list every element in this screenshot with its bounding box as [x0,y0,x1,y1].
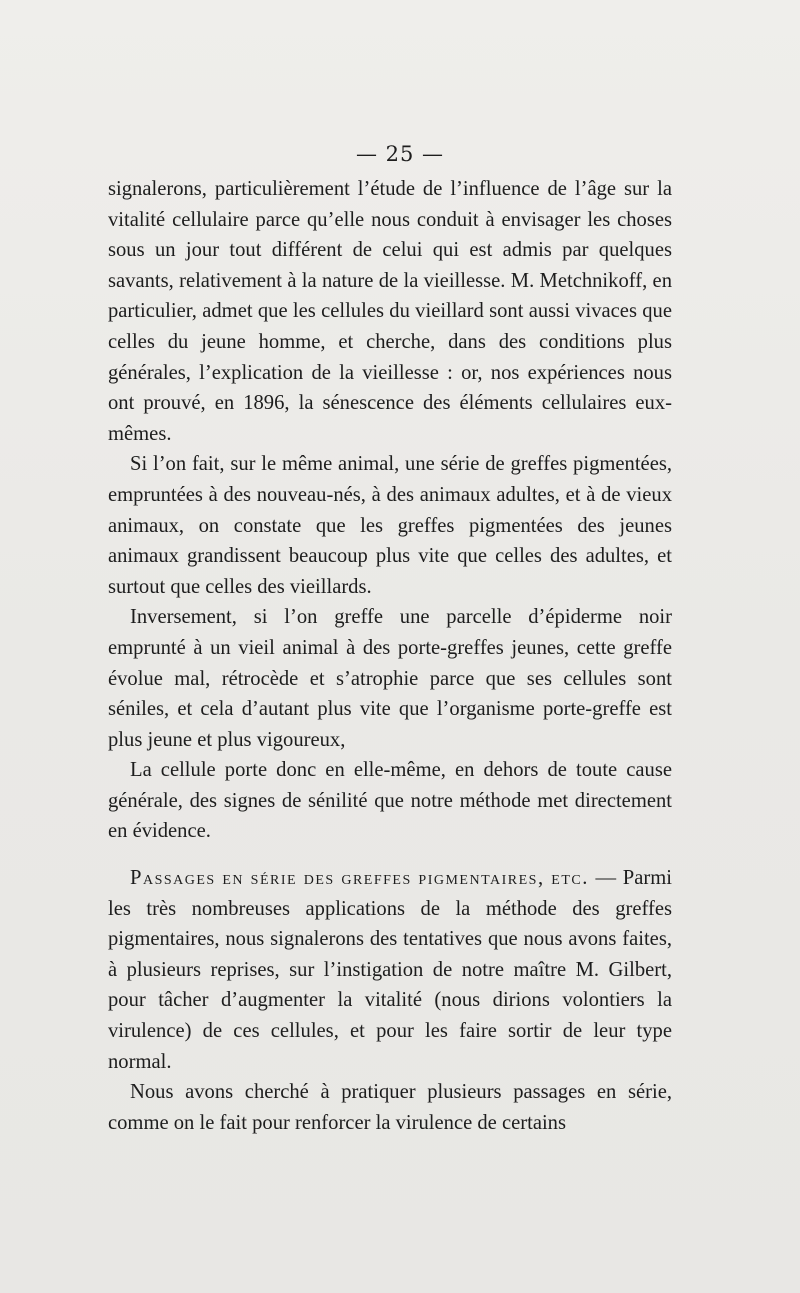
section-paragraph [108,863,672,1077]
section-body: Parmi les très nombreuses applications de la méthode des greffes pigmentaires, nous signalerons des tentatives que nous avons faites, à plusieurs reprises, sur l’instigation de notre maître M. Gilbert, pour tâcher d’augmenter la vitalité (nous dirions volontiers la virulence) de ces cellules, et pour les faire sortir de leur type normal. [108,867,672,1073]
paragraph-2: Si l’on fait, sur le même animal, une série de greffes pigmentées, empruntées à des nouveau-nés, à des animaux adultes, et à de vieux animaux, on constate que les greffes pigmentées des jeunes animaux grandissent beaucoup plus vite que celles des adultes, et surtout que celles des vieillards. [108,453,672,598]
body-text [108,174,672,1138]
paragraph-1: signalerons, particulièrement l’étude de l’influence de l’âge sur la vitalité cellulaire parce qu’elle nous conduit à envisager les choses sous un jour tout différent de celui qui est admis par quelques savants, relativement à la nature de la vieillesse. M. Metchnikoff, en particulier, admet que les cellules du vieillard sont aussi vivaces que celles du jeune homme, et cherche, dans des conditions plus générales, l’explication de la vieillesse : or, nos expériences nous ont prouvé, en 1896, la sénescence des éléments cellulaires eux-mêmes. [108,178,672,445]
paragraph-final: Nous avons cherché à pratiquer plusieurs passages en série, comme on le fait pour renforcer la virulence de certains [108,1081,672,1134]
page-number: — 25 — [355,142,445,166]
section-heading: Passages en série des greffes pigmentaires, etc. — [130,867,618,890]
paragraph-4: La cellule porte donc en elle-même, en dehors de toute cause générale, des signes de sénilité que notre méthode met directement en évidence. [108,759,672,843]
paragraph-3: Inversement, si l’on greffe une parcelle d’épiderme noir emprunté à un vieil animal à des porte-greffes jeunes, cette greffe évolue mal, rétrocède et s’atrophie parce que ses cellules sont séniles, et cela d’autant plus vite que l’organisme porte-greffe est plus jeune et plus vigoureux, [108,606,672,751]
